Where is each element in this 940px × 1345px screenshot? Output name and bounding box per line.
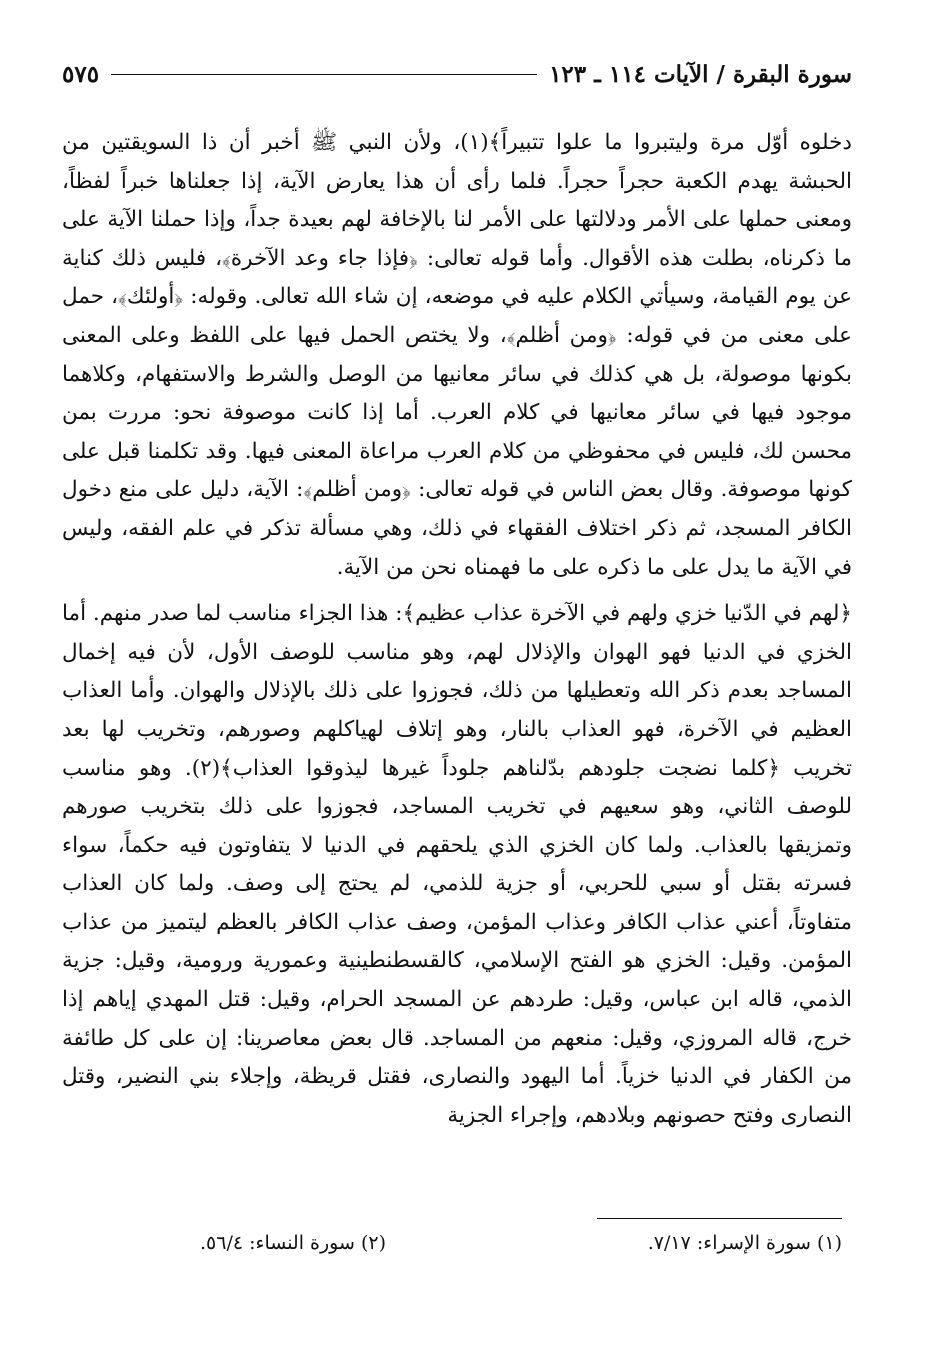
running-title: سورة البقرة / الآيات ١١٤ ـ ١٢٣ (549, 60, 852, 88)
body-text (62, 124, 852, 1135)
paragraph-1: دخلوه أوّل مرة وليتبروا ما علوا تتبيراً﴾(١)، ولأن النبي ﷺ أخبر أن ذا السويقتين من الحبشة يهدم الكعبة حجراً حجراً. فلما رأى أن هذا يعارض الآية، إذا جعلناها خبراً لفظاً، ومعنى حملها على الأمر ودلالتها على الأمر لنا بالإخافة لهم بعيدة جداً، وإذا حملنا الآية على ما ذكرناه، بطلت هذه الأقوال. وأما قوله تعالى: ﴿فإذا جاء وعد الآخرة﴾، فليس ذلك كناية عن يوم القيامة، وسيأتي الكلام عليه في موضعه، إن شاء الله تعالى. وقوله: ﴿أولئك﴾، حمل على معنى من في قوله: ﴿ومن أظلم﴾، ولا يختص الحمل فيها على اللفظ وعلى المعنى بكونها موصولة، بل هي كذلك في سائر معانيها من الوصل والشرط والاستفهام، وكلاهما موجود فيها في سائر معانيها في كلام العرب. أما إذا كانت موصوفة نحو: مررت بمن محسن لك، فليس في محفوظي من كلام العرب مراعاة المعنى فيها. وقد تكلمنا قبل على كونها موصوفة. وقال بعض الناس في قوله تعالى: ﴿ومن أظلم﴾: الآية، دليل على منع دخول الكافر المسجد، ثم ذكر اختلاف الفقهاء في ذلك، وهي مسألة تذكر في علم الفقه، وليس في الآية ما يدل على ما ذكره على ما فهمناه نحن من الآية. (62, 130, 852, 580)
footnote-1: (١) سورة الإسراء: ٧/١٧. (647, 1232, 842, 1254)
paragraph-2: ﴿لهم في الدّنيا خزي ولهم في الآخرة عذاب عظيم﴾: هذا الجزاء مناسب لما صدر منهم. أما الخزي في الدنيا فهو الهوان والإذلال لهم، وهو مناسب للوصف الأول، لأن فيه إخمال المساجد بعدم ذكر الله وتعطيلها من ذلك، فجوزوا على ذلك بالإذلال والهوان. وأما العذاب العظيم في الآخرة، فهو العذاب بالنار، وهو إتلاف لهياكلهم وصورهم، وتخريب لها بعد تخريب ﴿كلما نضجت جلودهم بدّلناهم جلوداً غيرها ليذوقوا العذاب﴾(٢). وهو مناسب للوصف الثاني، وهو سعيهم في تخريب المساجد، فجوزوا على ذلك بتخريب صورهم وتمزيقها بالعذاب. ولما كان الخزي الذي يلحقهم في الدنيا لا يتفاوتون فيه حكماً، سواء فسرته بقتل أو سبي للحربي، أو جزية للذمي، لم يحتج إلى وصف. ولما كان العذاب متفاوتاً، أعني عذاب الكافر وعذاب المؤمن، وصف عذاب الكافر بالعظم ليتميز من عذاب المؤمن. وقيل: الخزي هو الفتح الإسلامي، كالقسطنطينية وعمورية ورومية، وقيل: جزية الذمي، قاله ابن عباس، وقيل: طردهم عن المسجد الحرام، وقيل: قتل المهدي إياهم إذا خرج، قاله المروزي، وقيل: منعهم من المساجد. قال بعض معاصرينا: إن على كل طائفة من الكفار في الدنيا خزياً. أما اليهود والنصارى، فقتل قريظة، وإجلاء بني النضير، وقتل النصارى وفتح حصونهم وبلادهم، وإجراء الجزية (62, 601, 852, 1128)
header-rule (111, 74, 537, 75)
footnotes (200, 1232, 842, 1254)
page-header (62, 54, 852, 94)
footnote-separator (597, 1218, 842, 1219)
footnote-2: (٢) سورة النساء: ٥٦/٤. (200, 1232, 386, 1254)
page-number: ٥٧٥ (62, 60, 100, 88)
